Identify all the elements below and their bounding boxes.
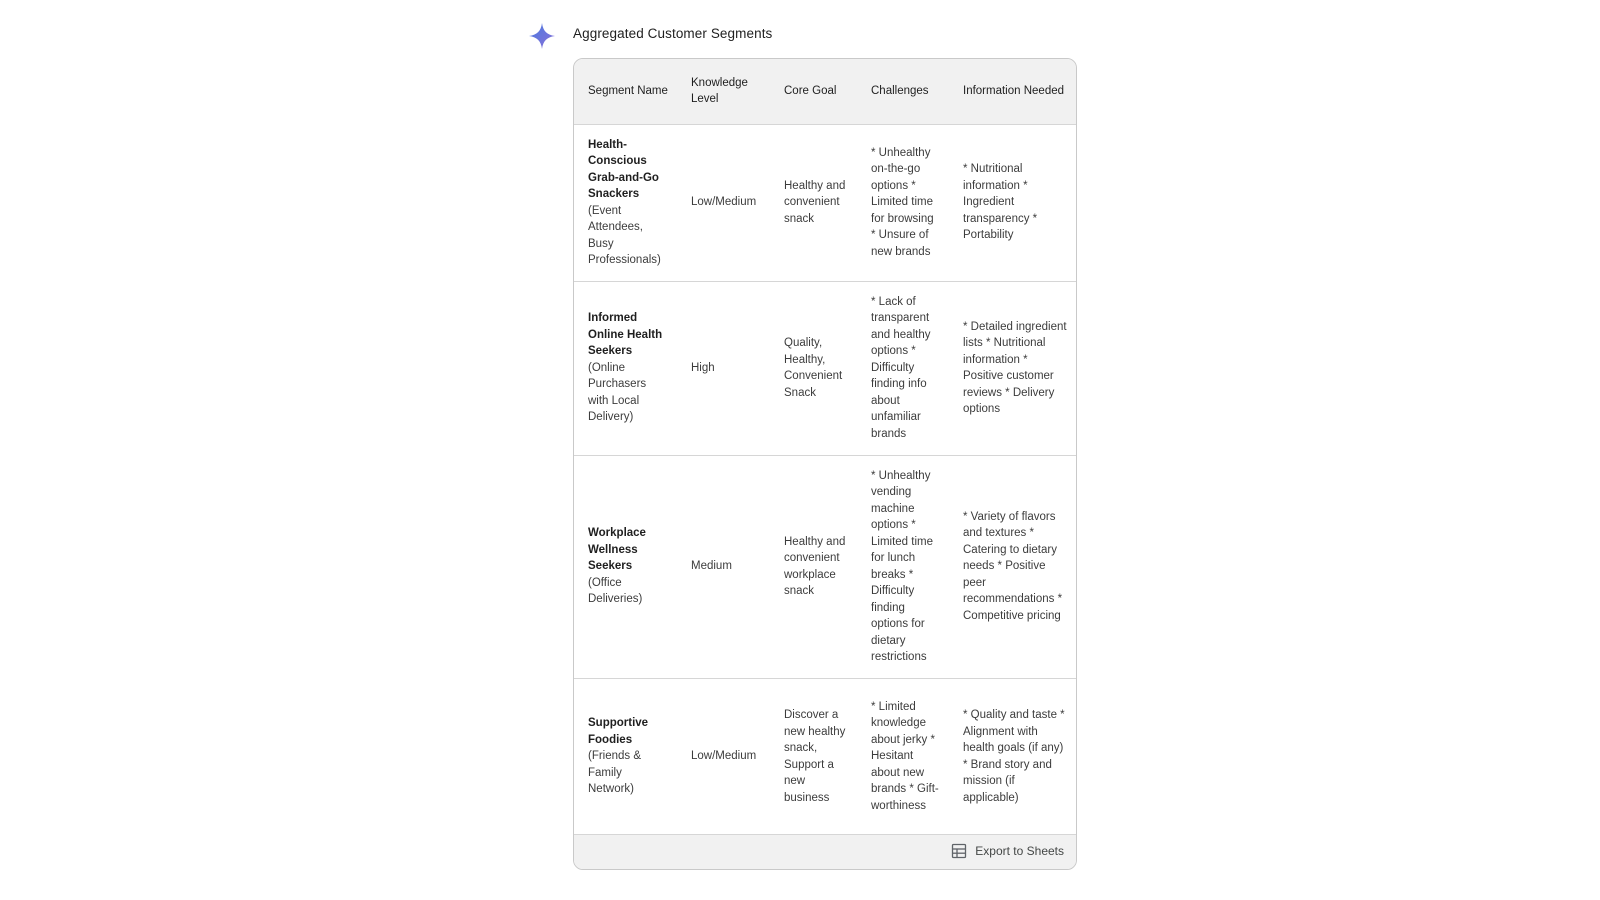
segment-name: Workplace Wellness Seekers [588, 527, 646, 573]
cell-goal: Quality, Healthy, Convenient Snack [770, 281, 857, 455]
cell-segment [574, 281, 677, 455]
cell-knowledge: High [677, 281, 770, 455]
cell-challenges: * Lack of transparent and healthy options * Difficulty finding info about unfamiliar brands [857, 281, 949, 455]
header-core-goal: Core Goal [770, 59, 857, 124]
table-row [574, 455, 1076, 678]
table-header-row [574, 59, 1076, 124]
segment-subtitle: (Event Attendees, Busy Professionals) [588, 204, 661, 266]
cell-goal: Discover a new healthy snack, Support a new business [770, 678, 857, 835]
cell-challenges: * Unhealthy on-the-go options * Limited time for browsing * Unsure of new brands [857, 124, 949, 281]
gemini-spark-icon [528, 22, 556, 50]
cell-goal: Healthy and convenient snack [770, 124, 857, 281]
table-icon [951, 843, 967, 859]
segment-name: Informed Online Health Seekers [588, 312, 663, 358]
table-row [574, 678, 1076, 835]
header-segment-name: Segment Name [574, 59, 677, 124]
cell-segment [574, 124, 677, 281]
response-title: Aggregated Customer Segments [573, 26, 773, 41]
cell-challenges: * Unhealthy vending machine options * Limited time for lunch breaks * Difficulty finding options for dietary restrictions [857, 455, 949, 678]
export-label: Export to Sheets [975, 844, 1064, 858]
cell-knowledge: Low/Medium [677, 678, 770, 835]
header-knowledge-level: Knowledge Level [677, 59, 770, 124]
export-to-sheets-button[interactable] [951, 843, 1064, 859]
cell-knowledge: Low/Medium [677, 124, 770, 281]
cell-info: * Nutritional information * Ingredient transparency * Portability [949, 124, 1076, 281]
cell-info: * Quality and taste * Alignment with health goals (if any) * Brand story and mission (if applicable) [949, 678, 1076, 835]
segment-name: Supportive Foodies [588, 717, 649, 746]
cell-info: * Detailed ingredient lists * Nutritional information * Positive customer reviews * Delivery options [949, 281, 1076, 455]
table-row [574, 124, 1076, 281]
segment-subtitle: (Office Deliveries) [588, 576, 643, 606]
cell-challenges: * Limited knowledge about jerky * Hesitant about new brands * Gift-worthiness [857, 678, 949, 835]
cell-knowledge: Medium [677, 455, 770, 678]
cell-segment [574, 678, 677, 835]
header-challenges: Challenges [857, 59, 949, 124]
segment-name: Health-Conscious Grab-and-Go Snackers [588, 138, 659, 200]
segment-subtitle: (Friends & Family Network) [588, 750, 642, 796]
cell-info: * Variety of flavors and textures * Catering to dietary needs * Positive peer recommendations * Competitive pricing [949, 455, 1076, 678]
segments-table-card [573, 58, 1077, 870]
cell-goal: Healthy and convenient workplace snack [770, 455, 857, 678]
segment-subtitle: (Online Purchasers with Local Delivery) [588, 361, 647, 424]
segments-table [574, 59, 1076, 836]
cell-segment [574, 455, 677, 678]
header-information-needed: Information Needed [949, 59, 1076, 124]
table-row [574, 281, 1076, 455]
table-footer [574, 834, 1076, 869]
